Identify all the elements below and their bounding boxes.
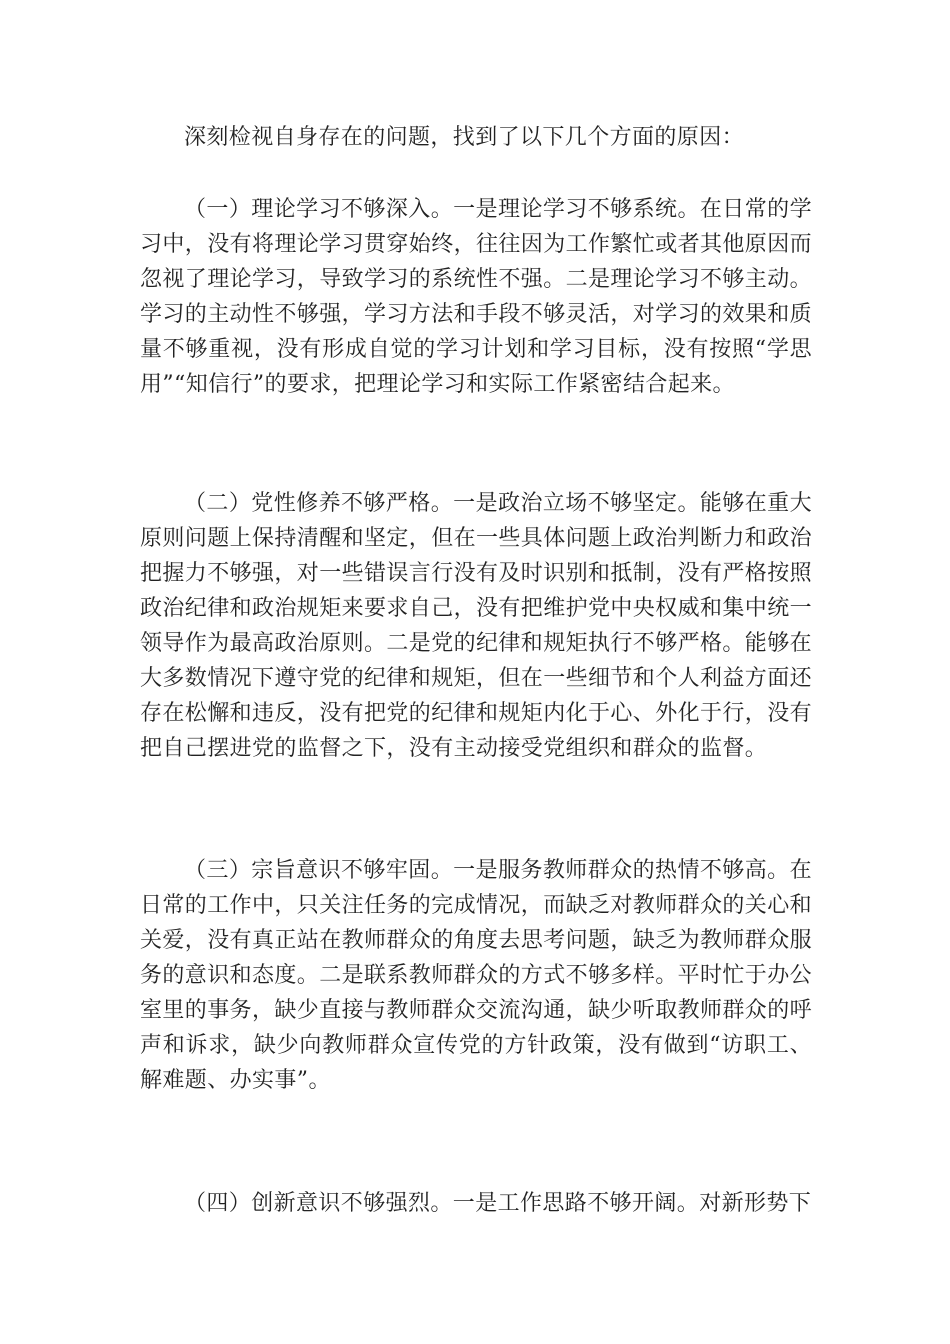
section-2-paragraph: （二）党性修养不够严格。一是政治立场不够坚定。能够在重大原则问题上保持清醒和坚定，但在一些具体问题上政治判断力和政治把握力不够强，对一些错误言行没有及时识别和抵制，没有严格按照政治纪律和政治规矩来要求自己，没有把维护党中央权威和集中统一领导作为最高政治原则。二是党的纪律和规矩执行不够严格。能够在大多数情况下遵守党的纪律和规矩，但在一些细节和个人利益方面还存在松懈和违反，没有把党的纪律和规矩内化于心、外化于行，没有把自己摆进党的监督之下，没有主动接受党组织和群众的监督。 [140,491,813,761]
section-3-paragraph: （三）宗旨意识不够牢固。一是服务教师群众的热情不够高。在日常的工作中，只关注任务的完成情况，而缺乏对教师群众的关心和关爱，没有真正站在教师群众的角度去思考问题，缺乏为教师群众服务的意识和态度。二是联系教师群众的方式不够多样。平时忙于办公室里的事务，缺少直接与教师群众交流沟通，缺少听取教师群众的呼声和诉求，缺少向教师群众宣传党的方针政策，没有做到“访职工、解难题、办实事”。 [140,858,813,1093]
intro-paragraph: 深刻检视自身存在的问题，找到了以下几个方面的原因： [184,125,745,150]
section-4-paragraph: （四）创新意识不够强烈。一是工作思路不够开阔。对新形势下 [184,1191,812,1216]
section-1-paragraph: （一）理论学习不够深入。一是理论学习不够系统。在日常的学习中，没有将理论学习贯穿始终，往往因为工作繁忙或者其他原因而忽视了理论学习，导致学习的系统性不强。二是理论学习不够主动。学习的主动性不够强，学习方法和手段不够灵活，对学习的效果和质量不够重视，没有形成自觉的学习计划和学习目标，没有按照“学思用”“知信行”的要求，把理论学习和实际工作紧密结合起来。 [140,197,813,397]
